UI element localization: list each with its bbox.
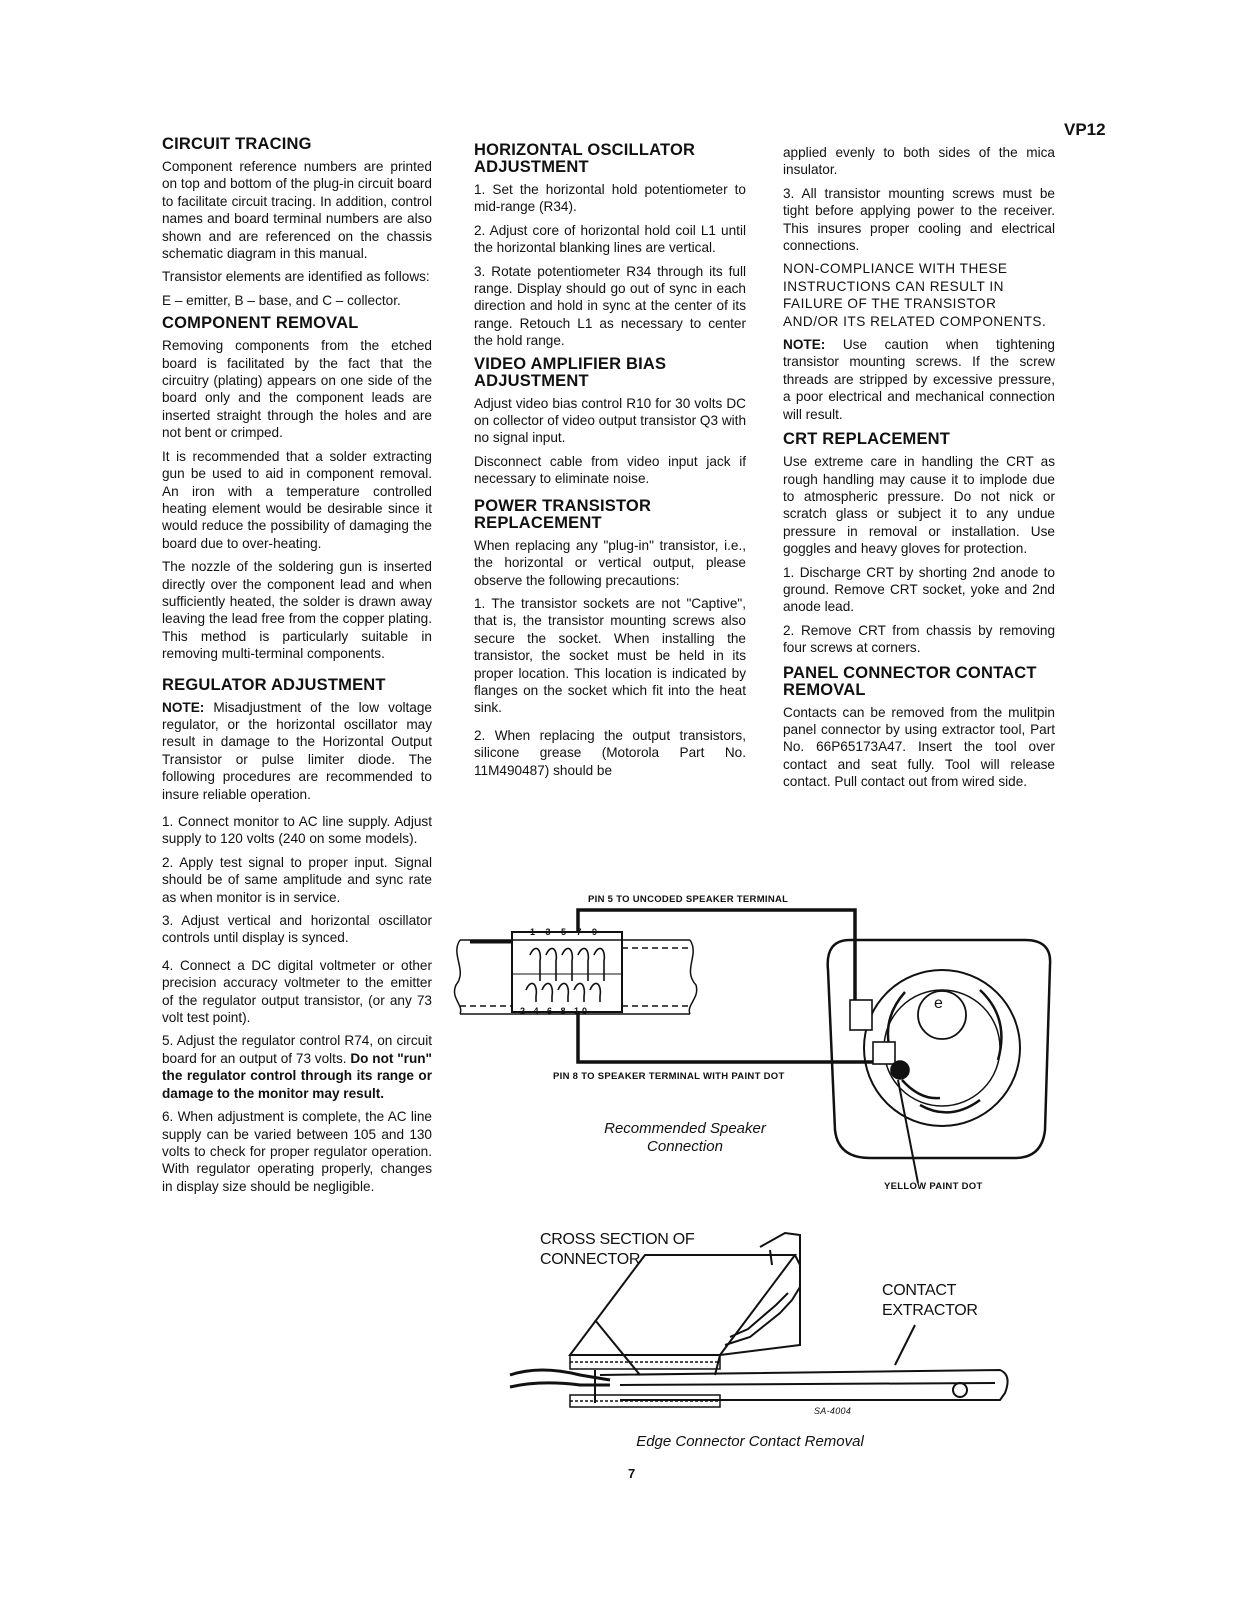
heading-circuit-tracing: CIRCUIT TRACING (162, 135, 312, 153)
step: 3. Rotate potentiometer R34 through its full range. Display should go out of sync in each direction and hold in sync at the center of its range. Retouch L1 as necessary to center the hold range. (474, 263, 746, 349)
extractor-tool (595, 1370, 1008, 1403)
caption-line: Connection (647, 1138, 723, 1155)
note (162, 699, 432, 803)
note-label: NOTE: (162, 699, 205, 715)
step: 1. Set the horizontal hold potentiometer to mid-range (R34). (474, 182, 746, 215)
step: 6. When adjustment is complete, the AC line supply can be varied between 105 and 130 volts to check for proper regulator operation. With regulator operating properly, changes in display size should be negligible. (162, 1109, 432, 1194)
step: 2. Apply test signal to proper input. Signal should be of same amplitude and sync rate as when monitor is in service. (162, 854, 432, 905)
step-text: 5. Adjust the regulator control R74, on circuit board for an output of 73 volts. (162, 1033, 432, 1066)
speaker-wires (578, 910, 880, 1062)
section-circuit-tracing (162, 136, 432, 309)
pin8-label: PIN 8 TO SPEAKER TERMINAL WITH PAINT DOT (553, 1071, 785, 1082)
note-text: Misadjustment of the low voltage regulator, or the horizontal oscillator may result in damage to the Horizontal Output Transistor or pulse limiter diode. The following procedures are recommended to insure reliable operation. (162, 699, 432, 802)
step-warning: Do not "run" the regulator control through its range or damage to the monitor may result. (162, 1050, 432, 1101)
paragraph: It is recommended that a solder extracting gun be used to aid in component removal. An iron with a temperature controlled heating element would be desirable since it would reduce the possibility of damaging the board due to over-heating. (162, 448, 432, 551)
yellow-paint-dot (891, 1061, 909, 1079)
caption-line: Recommended Speaker (604, 1120, 766, 1137)
yellow-dot-label: YELLOW PAINT DOT (884, 1181, 983, 1192)
section-component-removal (162, 315, 432, 662)
paragraph: Transistor elements are identified as follows: (162, 269, 430, 285)
pin5-label: PIN 5 TO UNCODED SPEAKER TERMINAL (588, 894, 789, 905)
paragraph: applied evenly to both sides of the mica insulator. (783, 145, 1055, 178)
edge-connector-diagram (500, 1225, 1020, 1425)
heading-power-transistor: POWER TRANSISTOR REPLACEMENT (474, 496, 652, 532)
speaker-terminals (850, 1000, 909, 1079)
label-line: CROSS SECTION OF (540, 1231, 695, 1248)
note (783, 336, 1055, 423)
step: 1. Discharge CRT by shorting 2nd anode to ground. Remove CRT socket, yoke and 2nd anode lead. (783, 564, 1055, 615)
paragraph: Disconnect cable from video input jack if necessary to eliminate noise. (474, 453, 746, 487)
step: 2. Remove CRT from chassis by removing four screws at corners. (783, 622, 1055, 656)
paragraph: Removing components from the etched board is facilitated by the fact that the circuitry (plating) appears on one side of the board only and the component leads are inserted straight through the holes and are not bent or crimped. (162, 338, 432, 441)
paragraph: Component reference numbers are printed on top and bottom of the plug-in circuit board to facilitate circuit tracing. In addition, control names and board terminal numbers are also shown and are referenced on the chassis schematic diagram in this manual. (162, 159, 432, 262)
page-id: VP12 (1064, 120, 1106, 139)
heading-horizontal-oscillator: HORIZONTAL OSCILLATOR ADJUSTMENT (474, 141, 696, 176)
label-line: CONNECTOR (540, 1251, 641, 1268)
column-2 (474, 142, 746, 785)
step: 1. Connect monitor to AC line supply. Adjust supply to 120 volts (240 on some models). (162, 814, 432, 847)
heading-regulator-adjustment: REGULATOR ADJUSTMENT (162, 675, 386, 694)
connector-board (454, 932, 696, 1014)
section-regulator-adjustment (162, 677, 432, 1196)
heading-panel-connector: PANEL CONNECTOR CONTACT REMOVAL (783, 663, 1037, 699)
label-line: EXTRACTOR (882, 1302, 978, 1319)
step: 3. Adjust vertical and horizontal oscillator controls until display is synced. (162, 913, 432, 946)
section-crt-replacement (783, 431, 1055, 656)
contact-spring (725, 1287, 800, 1345)
step: 1. The transistor sockets are not "Captive", that is, the transistor mounting screws also secure the socket. When installing the transistor, the socket must be held in its proper location. This location is indicated by flanges on the socket which fit into the heat sink. (474, 595, 746, 716)
paragraph: The nozzle of the soldering gun is inserted directly over the component lead and when sufficiently heated, the solder is drawn away leaving the lead free from the copper plating. This method is particularly suitable in removing multi-terminal components. (162, 559, 432, 662)
step (162, 1032, 432, 1102)
heading-component-removal: COMPONENT REMOVAL (162, 314, 359, 333)
step: 4. Connect a DC digital voltmeter or other precision accuracy voltmeter to the emitter of the regulator output transistor, (or any 73 volt test point). (162, 957, 432, 1026)
section-video-amplifier (474, 356, 746, 488)
step: 2. When replacing the output transistors, silicone grease (Motorola Part No. 11M490487) should be (474, 727, 746, 778)
step: 3. All transistor mounting screws must be tight before applying power to the receiver. This insures proper cooling and electrical connections. (783, 185, 1055, 254)
column-1 (162, 136, 432, 1201)
paragraph: Adjust video bias control R10 for 30 volts DC on collector of video output transistor Q3 with no signal input. (474, 395, 747, 446)
paragraph: When replacing any "plug-in" transistor, i.e., the horizontal or vertical output, please observe the following precautions: (474, 537, 746, 588)
column-3 (783, 144, 1055, 797)
heading-crt-replacement: CRT REPLACEMENT (783, 430, 951, 449)
cross-section-leader (595, 1320, 640, 1375)
note-label: NOTE: (783, 337, 826, 353)
section-power-transistor (474, 498, 746, 779)
section-panel-connector (783, 665, 1055, 791)
drawing-code: SA-4004 (814, 1406, 852, 1416)
connector-body (570, 1233, 800, 1375)
svg-text:e: e (934, 995, 943, 1012)
label-line: CONTACT (882, 1282, 957, 1299)
paragraph: Contacts can be removed from the mulitpin panel connector by using extractor tool, Part No. 66P65173A47. Insert the tool over contact and seat fully. Tool will release contact. Pull contact out from wired side. (783, 704, 1055, 790)
warning: NON-COMPLIANCE WITH THESE INSTRUCTIONS CAN RESULT IN FAILURE OF THE TRANSISTOR AND/OR ITS RELATED COMPONENTS. (783, 261, 1047, 329)
section-horizontal-oscillator (474, 142, 746, 350)
paragraph: E – emitter, B – base, and C – collector. (162, 292, 401, 308)
speaker-connection-diagram (450, 900, 1070, 1200)
paragraph: Use extreme care in handling the CRT as rough handling may cause it to implode due to atmospheric pressure. Do not nick or scratch glass or subject it to any undue pressure in removal or installation. Use goggles and heavy gloves for protection. (783, 454, 1055, 557)
connector-contacts (512, 948, 622, 1002)
note-text: Use caution when tightening transistor mounting screws. If the screw threads are stripped by excessive pressure, a poor electrical and mechanical connection will result. (783, 337, 1055, 422)
heading-video-amplifier: VIDEO AMPLIFIER BIAS ADJUSTMENT (474, 354, 667, 390)
connector-top-pins: 1 3 5 7 9 (530, 927, 602, 937)
connector-bottom-pins: 2 4 6 8 10 (520, 1006, 591, 1016)
extractor-caption: Edge Connector Contact Removal (636, 1433, 864, 1450)
extractor-leader (895, 1325, 915, 1365)
step: 2. Adjust core of horizontal hold coil L1 until the horizontal blanking lines are vertical. (474, 222, 746, 256)
page-number: 7 (628, 1466, 636, 1481)
speaker (828, 940, 1050, 1158)
